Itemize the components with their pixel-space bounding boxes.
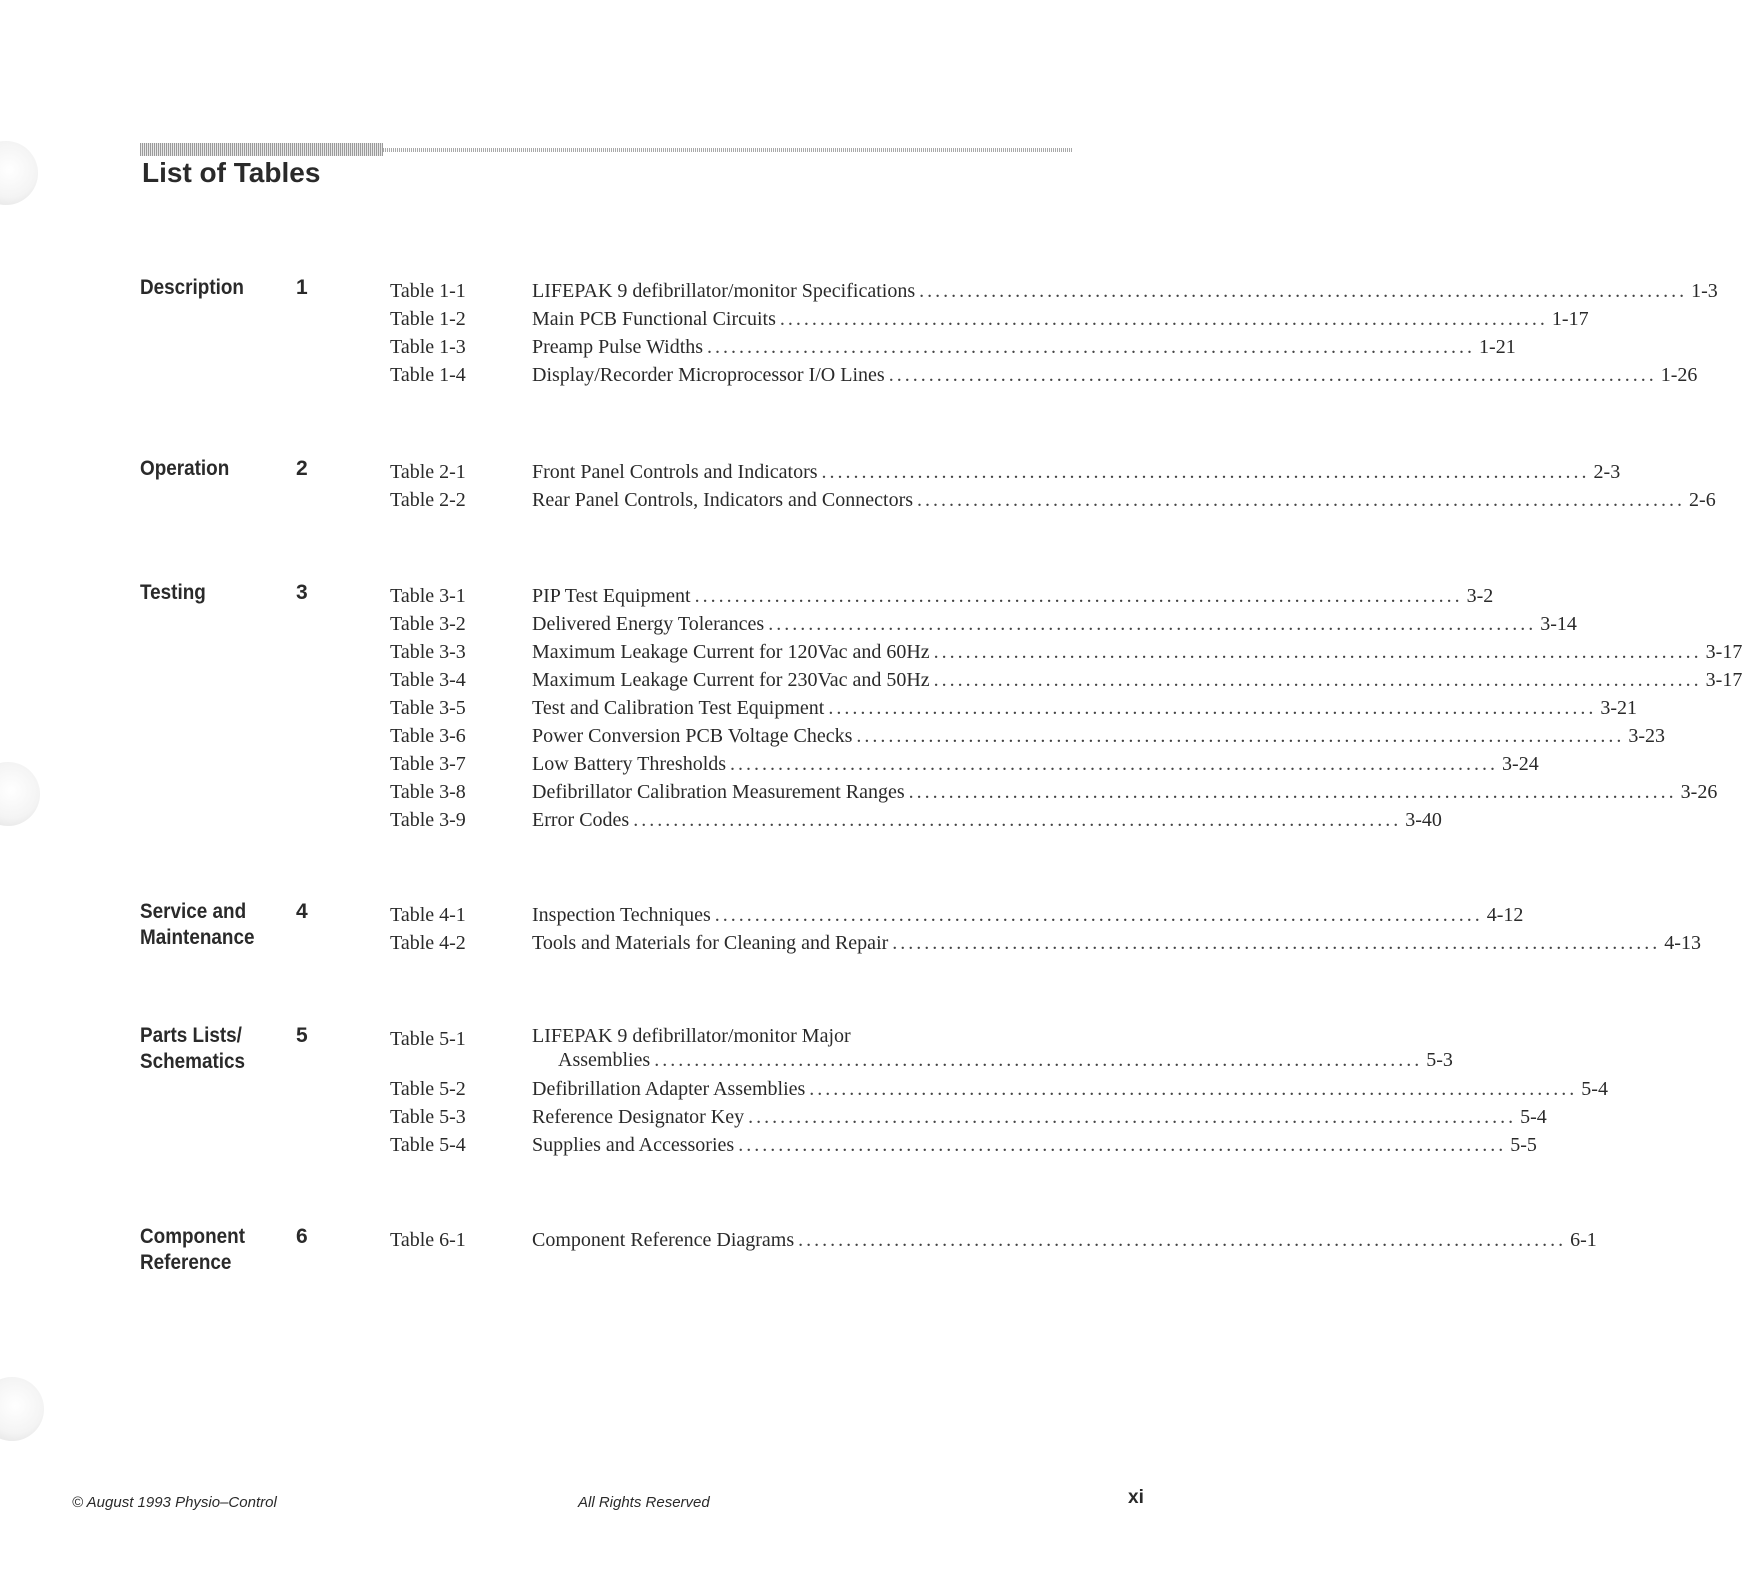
table-entry[interactable] (0, 305, 1589, 333)
table-page: 4-12 (1486, 904, 1524, 926)
table-page: 3-21 (1600, 697, 1638, 719)
table-page: 3-40 (1405, 809, 1442, 831)
table-entry[interactable] (0, 361, 1698, 389)
table-number: Table 3-3 (390, 641, 466, 663)
dot-leader: ................................................................................................ (809, 1078, 1578, 1100)
dot-leader: ................................................................................................ (933, 641, 1702, 663)
table-entry[interactable] (0, 778, 1718, 806)
table-title: Maximum Leakage Current for 120Vac and 60Hz (532, 641, 930, 663)
table-number: Table 3-7 (390, 753, 466, 775)
table-number: Table 3-1 (390, 585, 466, 607)
table-page: 5-3 (1426, 1049, 1453, 1071)
section-name: Operation (140, 457, 230, 480)
table-title: Reference Designator Key (532, 1106, 745, 1128)
header-rule-dotted (383, 148, 1073, 152)
table-title: Delivered Energy Tolerances (532, 613, 765, 635)
dot-leader: ................................................................................................ (888, 364, 1657, 386)
table-page: 3-14 (1540, 613, 1577, 635)
section-name-line: Reference (140, 1251, 232, 1274)
table-number: Table 2-2 (390, 489, 466, 511)
section-name-line: Parts Lists/ (140, 1024, 242, 1047)
dot-leader: ................................................................................................ (738, 1134, 1507, 1156)
section-number: 3 (296, 581, 308, 604)
dot-leader: ................................................................................................ (707, 336, 1476, 358)
page-title: List of Tables (142, 157, 321, 188)
dot-leader: ................................................................................................ (908, 781, 1677, 803)
table-entry[interactable] (0, 610, 1577, 638)
dot-leader: ................................................................................................ (779, 308, 1548, 330)
section-name-line: Component (140, 1225, 245, 1248)
table-title: Rear Panel Controls, Indicators and Connectors (532, 489, 914, 511)
table-title-line: LIFEPAK 9 defibrillator/monitor Major (532, 1025, 851, 1047)
dot-leader: ................................................................................................ (933, 669, 1702, 691)
table-title: LIFEPAK 9 defibrillator/monitor Specifications (532, 280, 916, 302)
dot-leader: ................................................................................................ (798, 1229, 1567, 1251)
table-entry[interactable] (0, 458, 1621, 486)
table-entry[interactable] (0, 1025, 1453, 1075)
table-entry[interactable] (0, 929, 1701, 957)
table-page: 5-5 (1510, 1134, 1537, 1156)
section-number: 5 (296, 1024, 308, 1047)
table-number: Table 3-6 (390, 725, 466, 747)
table-entry[interactable] (0, 1075, 1608, 1103)
section-name: Description (140, 276, 244, 299)
table-page: 1-26 (1660, 364, 1698, 386)
table-title: Supplies and Accessories (532, 1134, 735, 1156)
section-name-line: Service and (140, 900, 247, 923)
table-number: Table 1-2 (390, 308, 466, 330)
table-title: Test and Calibration Test Equipment (532, 697, 825, 719)
table-page: 3-2 (1466, 585, 1494, 607)
table-entry[interactable] (0, 486, 1716, 514)
table-title: Preamp Pulse Widths (532, 336, 704, 358)
page-number: xi (1128, 1487, 1144, 1508)
header-rule-shaded (140, 143, 383, 156)
table-page: 3-26 (1680, 781, 1718, 803)
table-page: 3-24 (1502, 753, 1539, 775)
table-title: Tools and Materials for Cleaning and Repair (532, 932, 889, 954)
table-number: Table 4-1 (390, 904, 466, 926)
table-number: Table 3-2 (390, 613, 466, 635)
table-entry[interactable] (0, 1103, 1547, 1131)
binder-hole-bottom (0, 1377, 44, 1441)
table-page: 3-17 (1705, 669, 1742, 691)
dot-leader: ................................................................................................ (654, 1049, 1423, 1071)
dot-leader: ................................................................................................ (748, 1106, 1517, 1128)
table-page: 3-23 (1628, 725, 1666, 747)
table-page: 1-3 (1691, 280, 1718, 302)
table-entry[interactable] (0, 750, 1539, 778)
table-number: Table 5-2 (390, 1078, 466, 1100)
section-name-line: Schematics (140, 1050, 246, 1073)
table-title: PIP Test Equipment (532, 585, 691, 607)
table-page: 1-17 (1551, 308, 1589, 330)
table-page: 2-3 (1593, 461, 1621, 483)
dot-leader: ................................................................................................ (714, 904, 1483, 926)
footer-rights: All Rights Reserved (578, 1494, 710, 1511)
dot-leader: ................................................................................................ (768, 613, 1537, 635)
dot-leader: ................................................................................................ (694, 585, 1463, 607)
table-page: 4-13 (1664, 932, 1701, 954)
table-number: Table 4-2 (390, 932, 466, 954)
table-number: Table 5-4 (390, 1134, 466, 1156)
table-entry[interactable] (0, 722, 1666, 750)
table-number: Table 5-3 (390, 1106, 466, 1128)
table-entry[interactable] (0, 638, 1742, 666)
table-title: Defibrillator Calibration Measurement Ranges (532, 781, 905, 803)
table-entry[interactable] (0, 582, 1494, 610)
table-number: Table 2-1 (390, 461, 466, 483)
table-number: Table 3-4 (390, 669, 466, 691)
dot-leader: ................................................................................................ (892, 932, 1661, 954)
table-title: Power Conversion PCB Voltage Checks (532, 725, 853, 747)
dot-leader: ................................................................................................ (919, 280, 1688, 302)
table-number: Table 1-3 (390, 336, 466, 358)
table-number: Table 3-9 (390, 809, 466, 831)
table-number: Table 3-8 (390, 781, 466, 803)
table-title: Inspection Techniques (532, 904, 711, 926)
table-entry[interactable] (0, 1131, 1537, 1159)
table-entry[interactable] (0, 1226, 1597, 1254)
dot-leader: ................................................................................................ (917, 489, 1686, 511)
section-number: 2 (296, 457, 308, 480)
section-name: Testing (140, 581, 206, 604)
table-number: Table 1-4 (390, 364, 466, 386)
footer-copyright: © August 1993 Physio–Control (72, 1494, 277, 1511)
table-entry[interactable] (0, 666, 1742, 694)
section-name-line: Maintenance (140, 926, 255, 949)
table-entry[interactable] (0, 333, 1516, 361)
table-page: 6-1 (1570, 1229, 1597, 1251)
table-page: 5-4 (1520, 1106, 1547, 1128)
table-title: Error Codes (532, 809, 630, 831)
table-entry[interactable] (0, 277, 1718, 305)
dot-leader: ................................................................................................ (821, 461, 1590, 483)
table-page: 2-6 (1689, 489, 1716, 511)
table-title: Component Reference Diagrams (532, 1229, 795, 1251)
table-page: 3-17 (1705, 641, 1742, 663)
table-number: Table 5-1 (390, 1028, 466, 1050)
table-title: Defibrillation Adapter Assemblies (532, 1078, 806, 1100)
table-title-line: Assemblies (558, 1049, 651, 1071)
table-entry[interactable] (0, 806, 1442, 834)
table-entry[interactable] (0, 694, 1638, 722)
table-title: Display/Recorder Microprocessor I/O Lines (532, 364, 885, 386)
table-entry[interactable] (0, 901, 1524, 929)
table-title: Main PCB Functional Circuits (532, 308, 776, 330)
table-number: Table 6-1 (390, 1229, 466, 1251)
dot-leader: ................................................................................................ (633, 809, 1402, 831)
table-number: Table 1-1 (390, 280, 466, 302)
dot-leader: ................................................................................................ (828, 697, 1597, 719)
table-title: Maximum Leakage Current for 230Vac and 50Hz (532, 669, 930, 691)
dot-leader: ................................................................................................ (856, 725, 1625, 747)
table-page: 1-21 (1479, 336, 1516, 358)
table-title: Front Panel Controls and Indicators (532, 461, 818, 483)
table-number: Table 3-5 (390, 697, 466, 719)
table-title: Low Battery Thresholds (532, 753, 727, 775)
dot-leader: ................................................................................................ (730, 753, 1499, 775)
binder-hole-top (0, 141, 38, 205)
section-number: 1 (296, 276, 308, 299)
section-number: 6 (296, 1225, 308, 1248)
table-page: 5-4 (1581, 1078, 1608, 1100)
section-number: 4 (296, 900, 308, 923)
